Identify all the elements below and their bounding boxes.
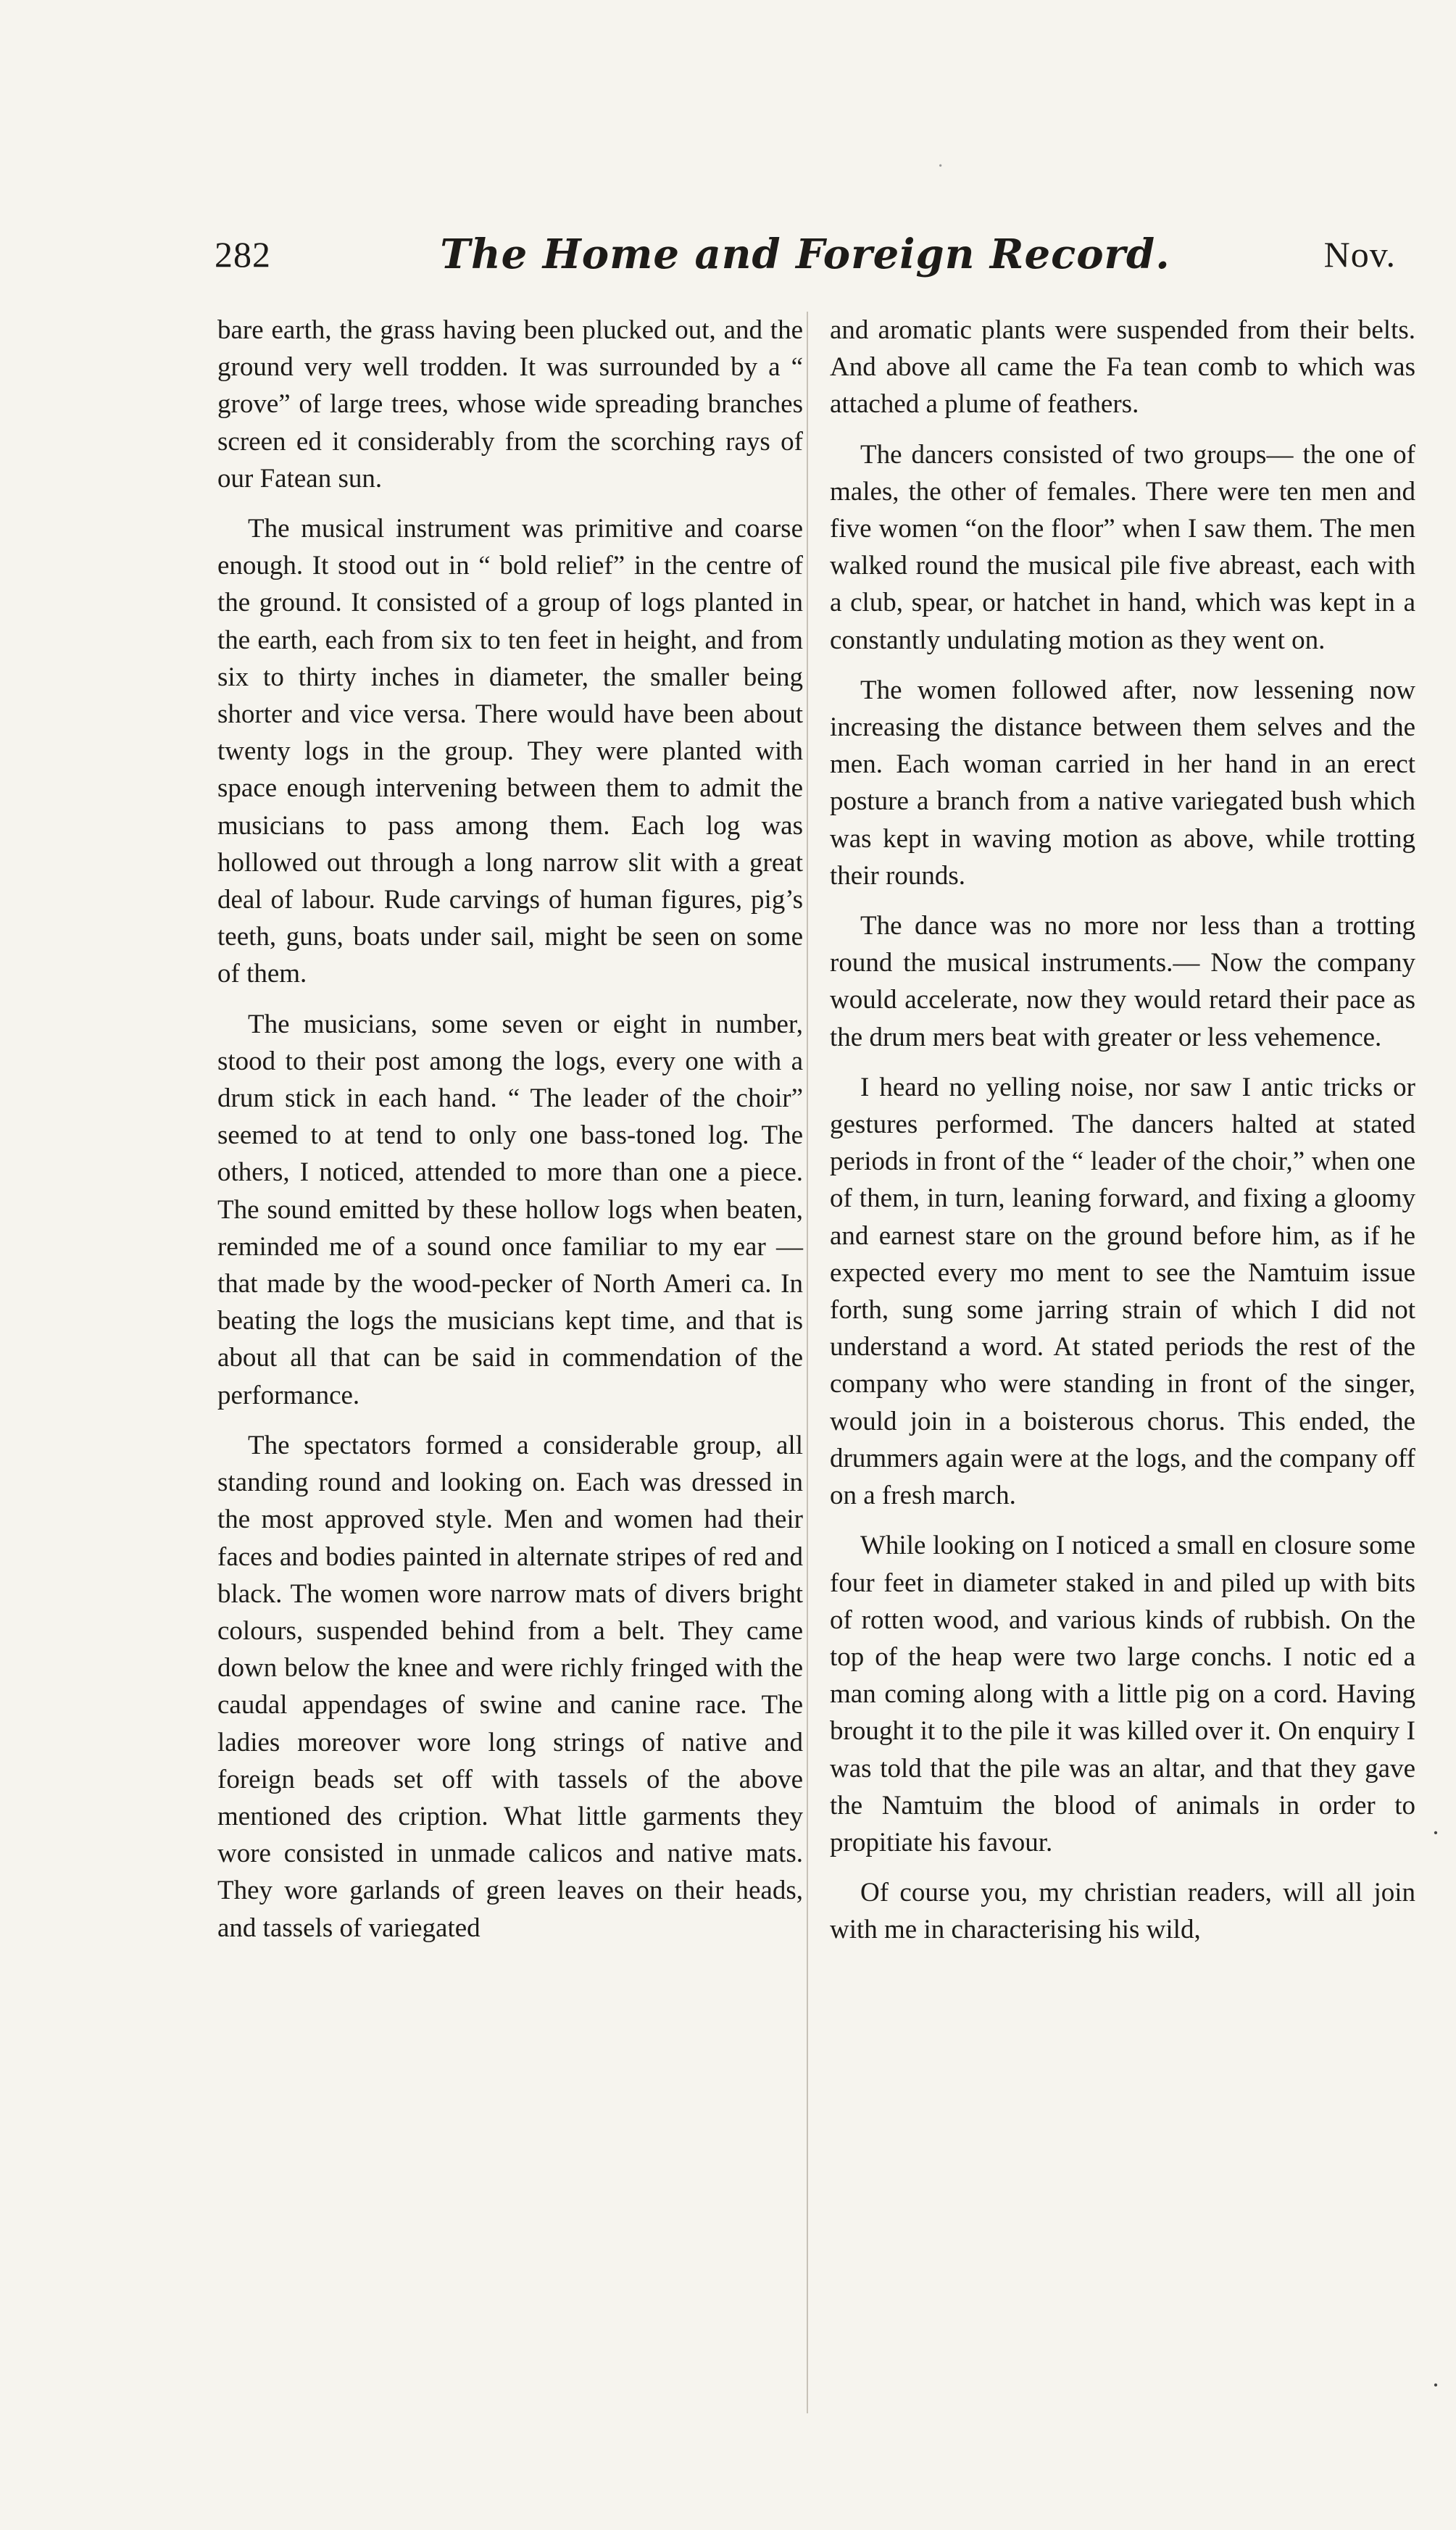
paragraph: While looking on I noticed a small en closure some four feet in diameter staked in and piled up with bits of rotten wood, and various kinds of rubbish. On the top of the heap were two large conchs. I notic ed a man coming along with a little pig on a cord. Having brought it to the pile it was killed over it. On enquiry I was told that the pile was an altar, and that they gave the Namtuim the blood of animals in order to propitiate his favour.: [830, 1531, 1415, 1857]
text-column-right: [830, 312, 1415, 1949]
paragraph: The women followed after, now lessening now increasing the distance between them selves and the men. Each woman carried in her hand in an erect posture a branch from a native variegated bush which was kept in waving motion as above, while trotting their rounds.: [830, 675, 1415, 891]
column-divider: [807, 312, 808, 2413]
print-speck: ·: [937, 155, 944, 178]
issue-month: Nov.: [1323, 234, 1396, 275]
paragraph: The musical instrument was primitive and coarse enough. It stood out in “ bold relief” in the centre of the ground. It consisted of a group of logs planted in the earth, each from six to ten feet in height, and from six to thirty inches in diameter, the smaller being shorter and vice versa. There would have been about twenty logs in the group. They were planted with space enough intervening between them to admit the musicians to pass among them. Each log was hollowed out through a long narrow slit with a great deal of labour. Rude carvings of human figures, pig’s teeth, guns, boats under sail, might be seen on some of them.: [217, 514, 803, 989]
paragraph: and aromatic plants were suspended from their belts. And above all came the Fa tean comb to which was attached a plume of feathers.: [830, 315, 1415, 420]
paragraph: Of course you, my christian readers, will all join with me in characterising his wild,: [830, 1878, 1415, 1945]
print-speck: ·: [1431, 2371, 1440, 2400]
paragraph: The spectators formed a considerable group, all standing round and looking on. Each was dressed in the most approved style. Men and women had their faces and bodies painted in alternate stripes of red and black. The women wore narrow mats of divers bright colours, suspended behind from a belt. They came down below the knee and were richly fringed with the caudal appendages of swine and canine race. The ladies moreover wore long strings of native and foreign beads set off with tassels of the above mentioned des cription. What little garments they wore consisted in unmade calicos and native mats. They wore garlands of green leaves on their heads, and tassels of variegated: [217, 1430, 803, 1943]
text-column-left: [217, 312, 803, 1947]
paragraph: The musicians, some seven or eight in number, stood to their post among the logs, every one with a drum stick in each hand. “ The leader of the choir” seemed to at tend to only one bass-toned log. The others, I noticed, attended to more than one a piece. The sound emitted by these hollow logs when beaten, reminded me of a sound once familiar to my ear — that made by the wood-pecker of North Ameri ca. In beating the logs the musicians kept time, and that is about all that can be said in commendation of the performance.: [217, 1009, 803, 1410]
running-header: [215, 230, 1396, 288]
paragraph: The dance was no more nor less than a trotting round the musical instruments.— Now the company would accelerate, now they would retard their pace as the drum mers beat with greater or less vehemence.: [830, 911, 1415, 1052]
print-speck: ·: [1431, 1818, 1440, 1847]
journal-title: The Home and Foreign Record.: [440, 230, 1170, 278]
page-number: 282: [215, 234, 271, 275]
paragraph: The dancers consisted of two groups— the one of males, the other of females. There were ten men and five women “on the floor” when I saw them. The men walked round the musical pile five abreast, each with a club, spear, or hatchet in hand, which was kept in a constantly undulating motion as they went on.: [830, 439, 1415, 655]
paragraph: bare earth, the grass having been plucked out, and the ground very well trodden. It was surrounded by a “ grove” of large trees, whose wide spreading branches screen ed it considerably from the scorching rays of our Fatean sun.: [217, 315, 803, 494]
paragraph: I heard no yelling noise, nor saw I antic tricks or gestures performed. The dancers halted at stated periods in front of the “ leader of the choir,” when one of them, in turn, leaning forward, and fixing a gloomy and earnest stare on the ground before him, as if he expected every mo ment to see the Namtuim issue forth, sung some jarring strain of which I did not understand a word. At stated periods the rest of the company who were standing in front of the singer, would join in a boisterous chorus. This ended, the drummers again were at the logs, and the company off on a fresh march.: [830, 1072, 1415, 1511]
